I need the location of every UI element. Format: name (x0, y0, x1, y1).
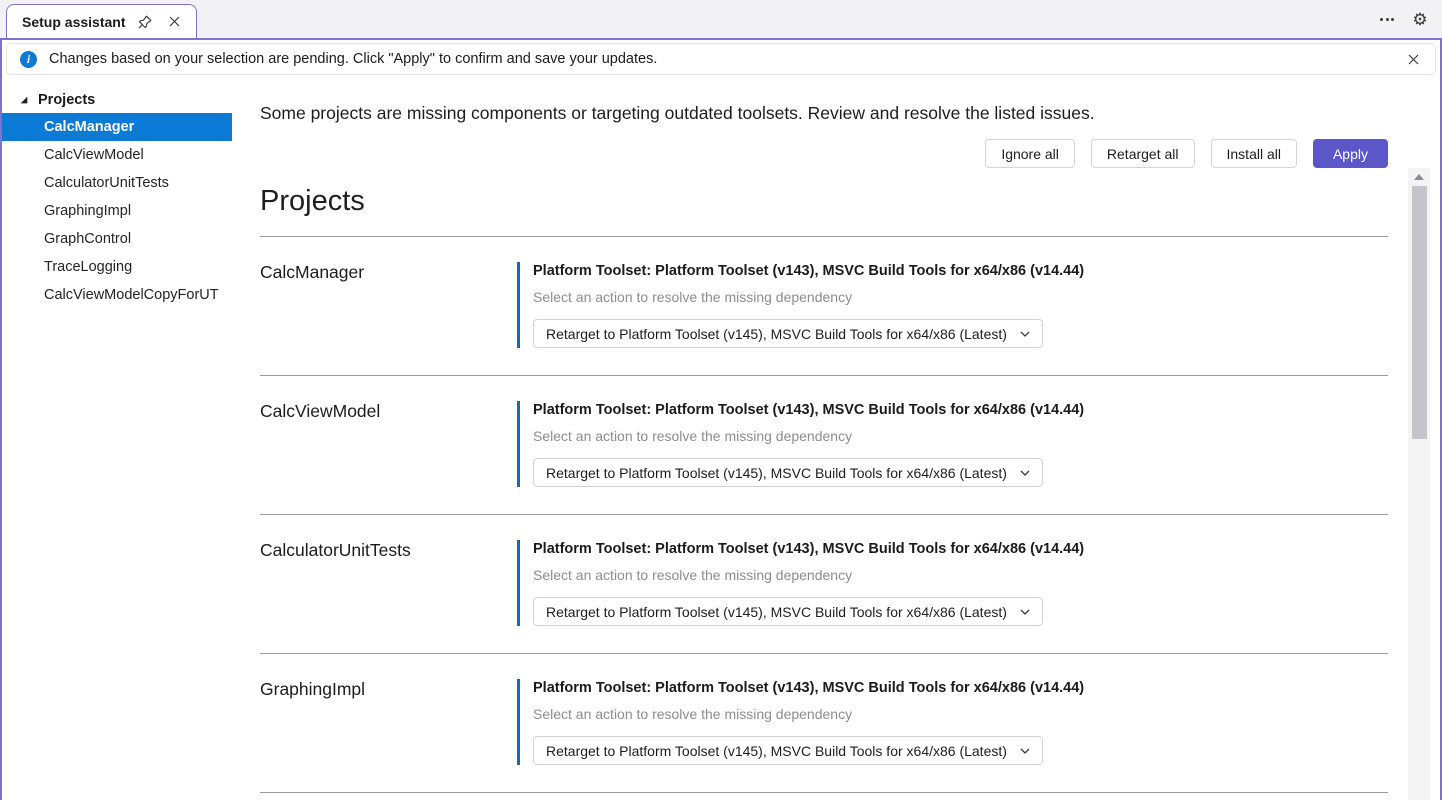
resolution-dropdown-value: Retarget to Platform Toolset (v145), MSVC Build Tools for x64/x86 (Latest) (546, 464, 1007, 481)
vertical-scrollbar[interactable] (1408, 168, 1430, 800)
chevron-down-icon (1020, 748, 1030, 754)
resolution-dropdown[interactable] (533, 736, 1043, 765)
bulk-action-button[interactable] (1211, 139, 1297, 168)
tree-item-project[interactable] (2, 281, 232, 309)
project-name: CalcViewModel (260, 401, 381, 421)
tree-header-projects[interactable] (2, 87, 232, 113)
issue-subtitle: Select an action to resolve the missing dependency (533, 428, 853, 444)
tab-title: Setup assistant (22, 13, 126, 30)
section-title: Projects (260, 185, 365, 217)
tree-item-label: GraphingImpl (44, 203, 132, 219)
project-name: GraphingImpl (260, 679, 366, 699)
button-label: Install all (1226, 145, 1281, 162)
bulk-action-buttons (985, 139, 1297, 168)
tab-strip (0, 0, 1442, 38)
issue-subtitle: Select an action to resolve the missing dependency (533, 289, 853, 305)
pin-icon[interactable] (136, 13, 154, 31)
issue-title: Platform Toolset: Platform Toolset (v143), MSVC Build Tools for x64/x86 (v14.44) (533, 263, 1085, 279)
project-issue-row (260, 654, 1388, 793)
bulk-action-button[interactable] (985, 139, 1075, 168)
project-issue-row (260, 515, 1388, 654)
pending-changes-banner (6, 43, 1436, 75)
tree-item-label: CalcManager (44, 119, 135, 135)
tab-strip-actions (1378, 0, 1429, 38)
project-name: CalcManager (260, 262, 365, 282)
tree-item-project[interactable] (2, 141, 232, 169)
banner-message: Changes based on your selection are pending. Click "Apply" to confirm and save your updates. (49, 51, 658, 67)
main-panel (232, 75, 1440, 800)
button-label: Ignore all (1001, 145, 1059, 162)
tree-item-project[interactable] (2, 253, 232, 281)
project-issue-row (260, 237, 1388, 376)
issue-subtitle: Select an action to resolve the missing dependency (533, 567, 853, 583)
actions-row (260, 139, 1388, 168)
tree-item-label: CalculatorUnitTests (44, 175, 169, 191)
banner-close-icon[interactable] (1404, 50, 1422, 68)
tree-items (2, 113, 232, 309)
tree-item-project[interactable] (2, 169, 232, 197)
resolution-dropdown[interactable] (533, 319, 1043, 348)
tree-item-label: CalcViewModelCopyForUT (44, 287, 219, 303)
body-row (2, 75, 1440, 800)
settings-gear-icon[interactable]: ⚙ (1412, 9, 1428, 29)
resolution-dropdown[interactable] (533, 458, 1043, 487)
tree-item-label: CalcViewModel (44, 147, 144, 163)
tree-item-label: TraceLogging (44, 259, 133, 275)
project-issue-list (260, 237, 1388, 793)
tree-item-project[interactable] (2, 113, 232, 141)
resolution-dropdown-value: Retarget to Platform Toolset (v145), MSVC Build Tools for x64/x86 (Latest) (546, 603, 1007, 620)
issue-title: Platform Toolset: Platform Toolset (v143), MSVC Build Tools for x64/x86 (v14.44) (533, 541, 1085, 557)
projects-tree (2, 75, 232, 800)
issue-title: Platform Toolset: Platform Toolset (v143), MSVC Build Tools for x64/x86 (v14.44) (533, 402, 1085, 418)
setup-assistant-window (0, 38, 1442, 800)
tab-setup-assistant[interactable] (6, 4, 197, 38)
tree-item-project[interactable] (2, 197, 232, 225)
resolution-dropdown-value: Retarget to Platform Toolset (v145), MSVC Build Tools for x64/x86 (Latest) (546, 325, 1007, 342)
tree-item-project[interactable] (2, 225, 232, 253)
scrollbar-thumb[interactable] (1412, 186, 1427, 439)
issue-card (517, 262, 1084, 348)
issue-title: Platform Toolset: Platform Toolset (v143), MSVC Build Tools for x64/x86 (v14.44) (533, 680, 1085, 696)
tree-header-label: Projects (38, 92, 96, 108)
issue-card (517, 540, 1084, 626)
tab-close-icon[interactable] (165, 13, 183, 31)
intro-text: Some projects are missing components or targeting outdated toolsets. Review and resolve the listed issues. (260, 103, 1095, 123)
apply-button[interactable] (1313, 139, 1388, 168)
info-icon: i (20, 51, 37, 68)
more-options-icon[interactable] (1378, 10, 1396, 28)
resolution-dropdown[interactable] (533, 597, 1043, 626)
chevron-down-icon (1020, 331, 1030, 337)
issue-subtitle: Select an action to resolve the missing dependency (533, 706, 853, 722)
project-name: CalculatorUnitTests (260, 540, 411, 560)
tree-item-label: GraphControl (44, 231, 132, 247)
apply-button-label: Apply (1332, 145, 1368, 162)
chevron-down-icon (1020, 609, 1030, 615)
bulk-action-button[interactable] (1091, 139, 1195, 168)
button-label: Retarget all (1106, 145, 1179, 162)
chevron-down-icon (1020, 470, 1030, 476)
issue-card (517, 679, 1084, 765)
tree-expander-icon (19, 95, 29, 105)
project-issue-row (260, 376, 1388, 515)
scrollbar-up-arrow-icon[interactable] (1414, 174, 1424, 180)
resolution-dropdown-value: Retarget to Platform Toolset (v145), MSVC Build Tools for x64/x86 (Latest) (546, 742, 1007, 759)
issue-card (517, 401, 1084, 487)
